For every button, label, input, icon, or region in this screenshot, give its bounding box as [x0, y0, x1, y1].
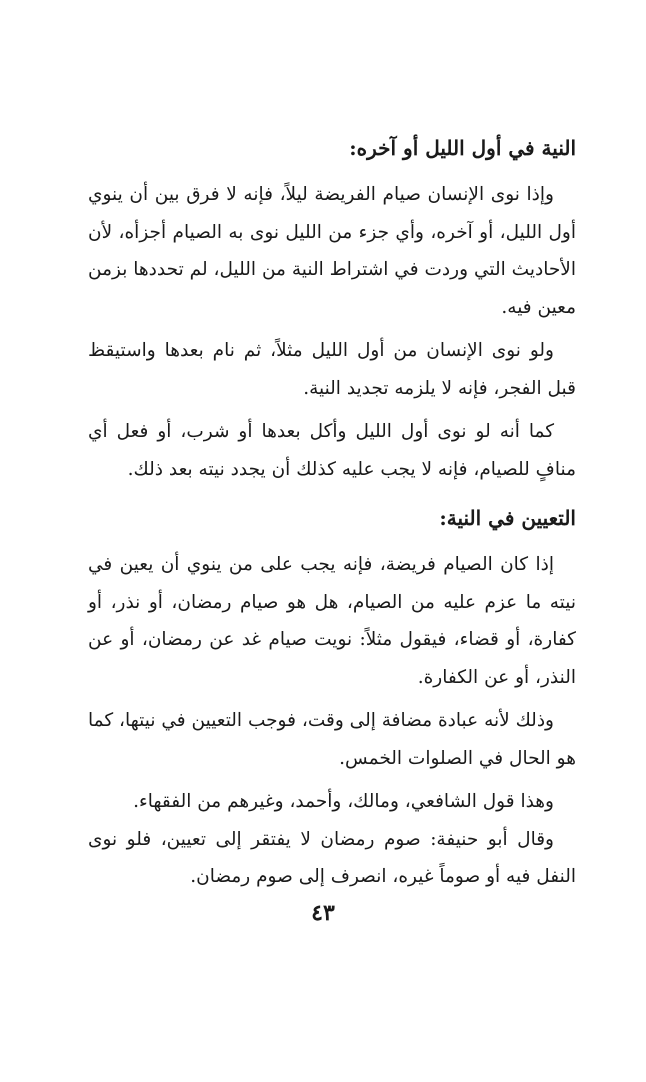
page-number: ٤٣: [311, 900, 335, 926]
paragraph: إذا كان الصيام فريضة، فإنه يجب على من ينوي أن يعين في نيته ما عزم عليه من الصيام، هل هو صيام رمضان، أو نذر، أو كفارة، أو قضاء، فيقول مثلاً: نويت صيام غد عن رمضان، أو عن النذر، أو عن الكفارة.: [88, 554, 576, 688]
paragraph: وإذا نوى الإنسان صيام الفريضة ليلاً، فإنه لا فرق بين أن ينوي أول الليل، أو آخره، وأي جزء من الليل نوى به الصيام أجزأه، لأن الأحاديث التي وردت في اشتراط النية من الليل، لم تحددها بزمن معين فيه.: [88, 184, 576, 318]
paragraph: وهذا قول الشافعي، ومالك، وأحمد، وغيرهم من الفقهاء.: [133, 791, 554, 812]
section-heading-intention-timing: النية في أول الليل أو آخره:: [349, 136, 576, 160]
section-heading-specifying-intention: التعيين في النية:: [439, 506, 576, 530]
paragraph: وذلك لأنه عبادة مضافة إلى وقت، فوجب التعيين في نيتها، كما هو الحال في الصلوات الخمس.: [88, 710, 576, 769]
paragraph: كما أنه لو نوى أول الليل وأكل بعدها أو شرب، أو فعل أي منافٍ للصيام، فإنه لا يجب عليه كذلك أن يجدد نيته بعد ذلك.: [88, 421, 576, 480]
page-body: [88, 118, 576, 902]
paragraph: ولو نوى الإنسان من أول الليل مثلاً، ثم نام بعدها واستيقظ قبل الفجر، فإنه لا يلزمه تجديد النية.: [88, 340, 576, 399]
paragraph: وقال أبو حنيفة: صوم رمضان لا يفتقر إلى تعيين، فلو نوى النفل فيه أو صوماً غيره، انصرف إلى صوم رمضان.: [88, 828, 576, 887]
